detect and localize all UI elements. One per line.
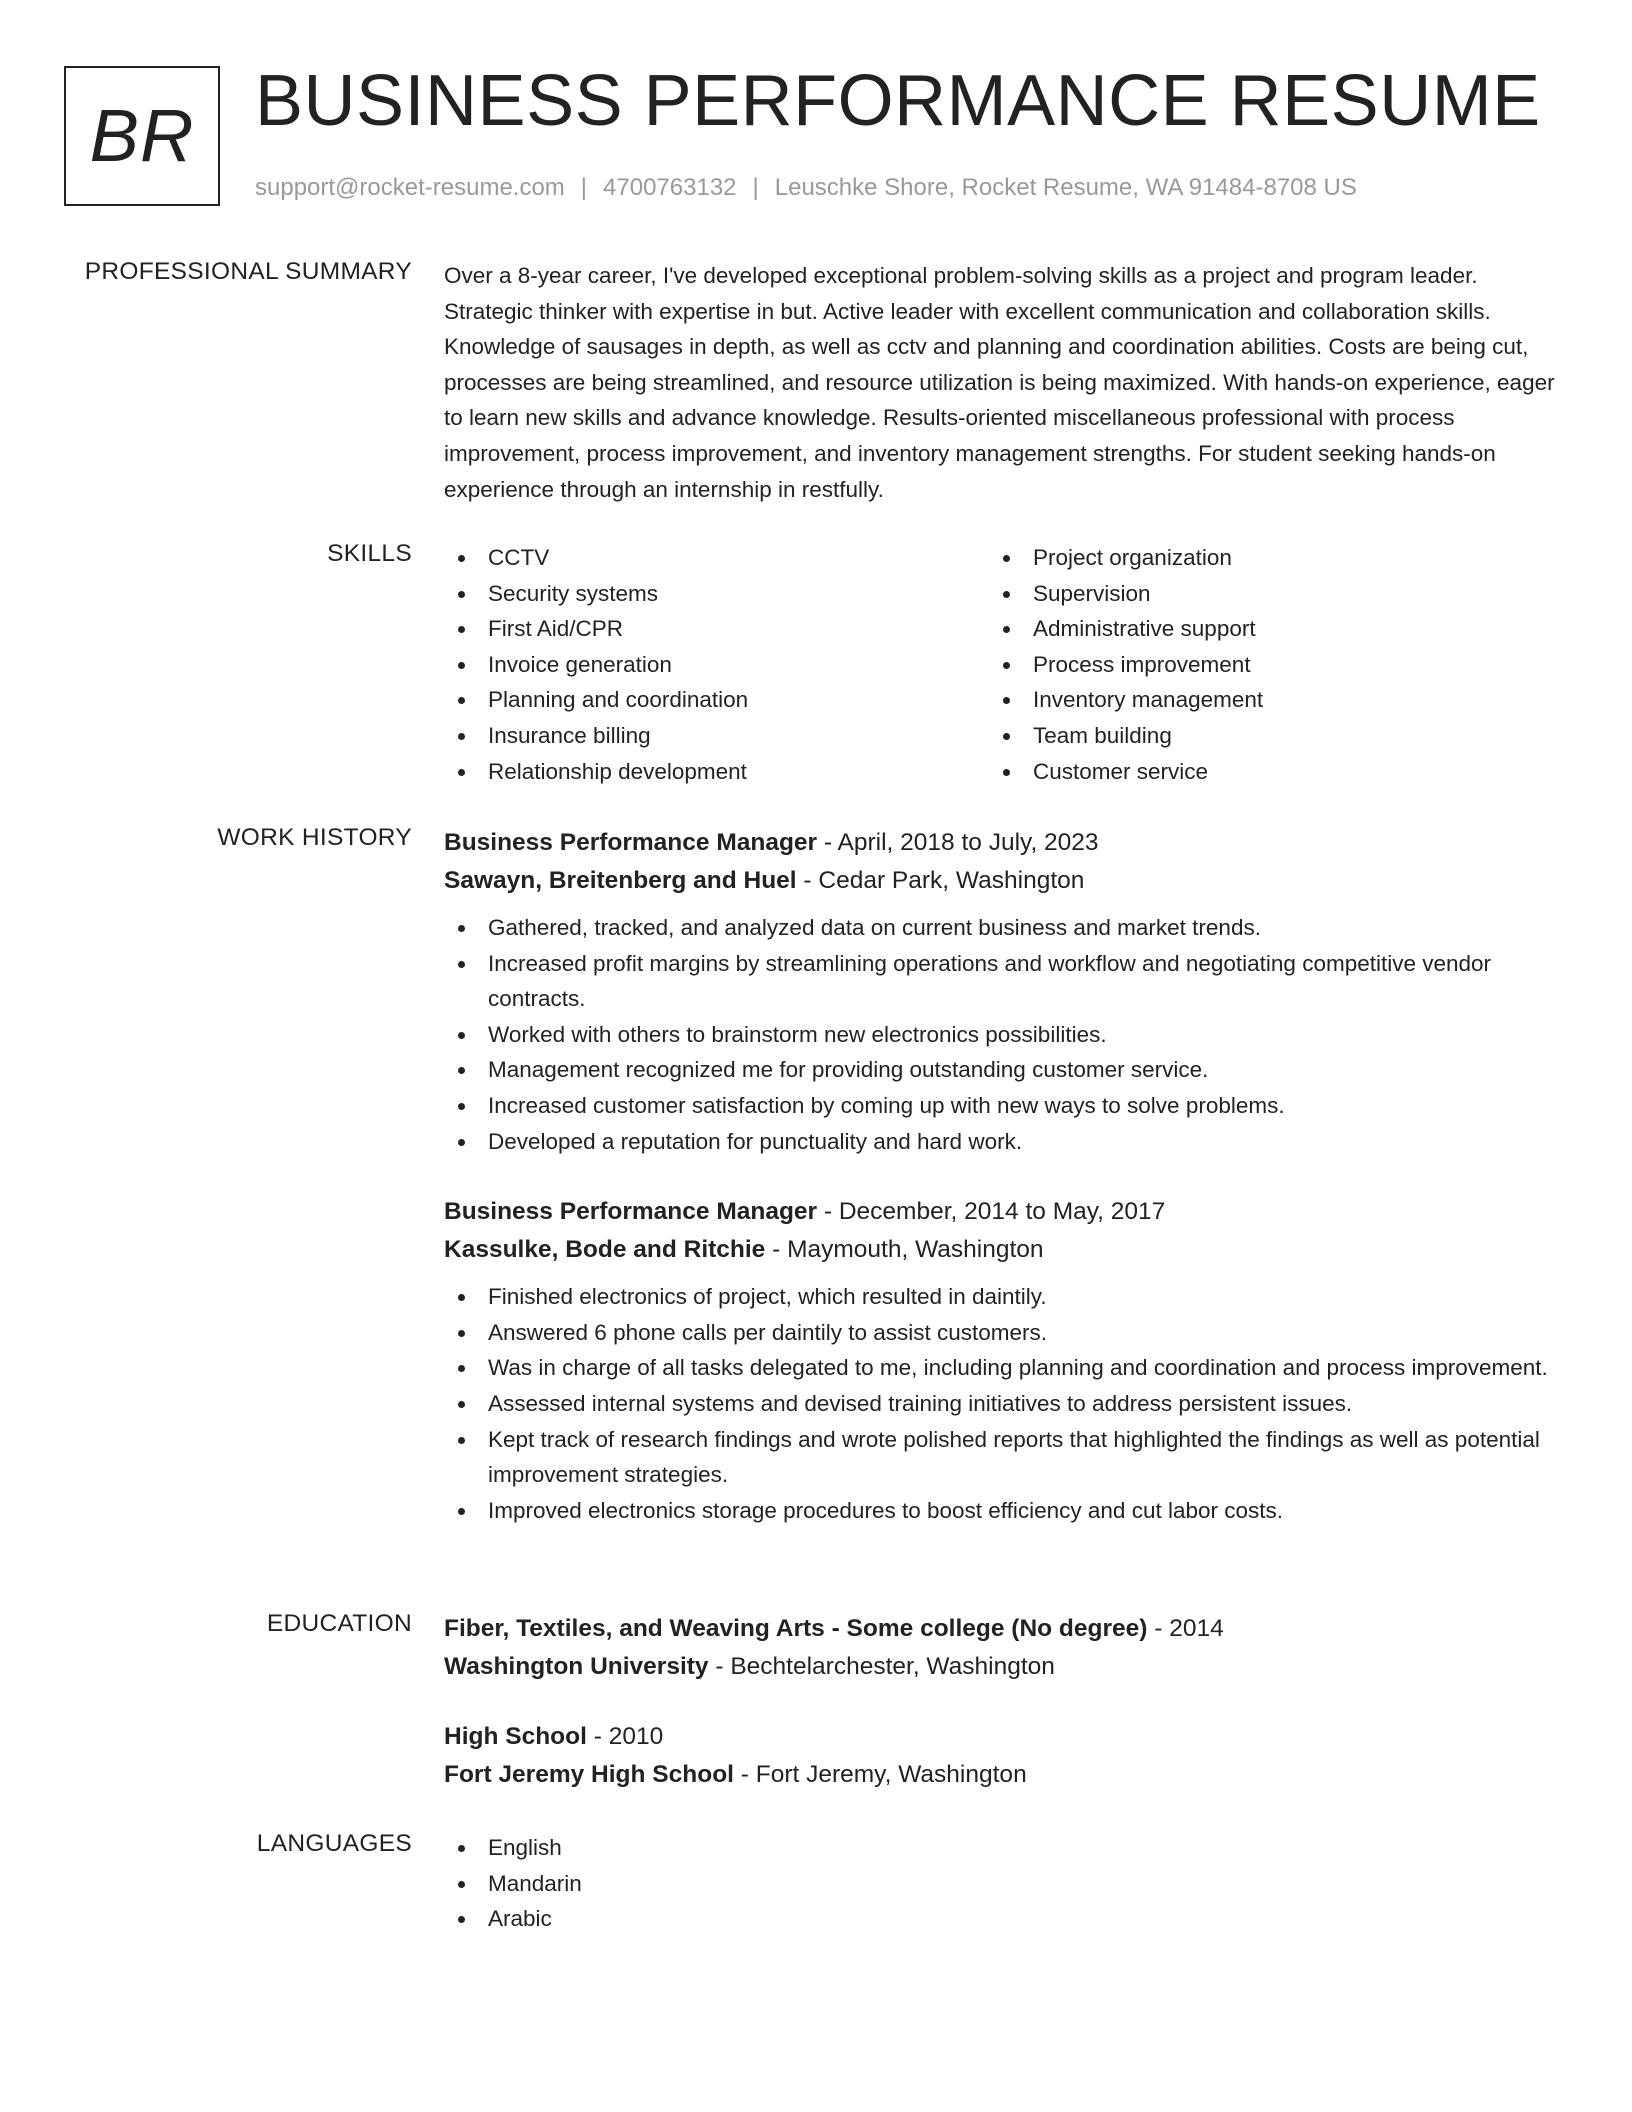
section-title-work: WORK HISTORY	[217, 824, 412, 851]
education-degree-line	[444, 1718, 1556, 1756]
list-item: Developed a reputation for punctuality and hard work.	[444, 1124, 1556, 1160]
education-school: Fort Jeremy High School	[444, 1761, 734, 1788]
languages-list	[444, 1830, 1556, 1937]
job-company: Kassulke, Bode and Ritchie	[444, 1236, 766, 1264]
job-entry	[444, 824, 1556, 1159]
list-item: Administrative support	[989, 611, 1534, 647]
work-body	[444, 824, 1556, 1528]
skills-list-right	[989, 540, 1534, 789]
list-item: Worked with others to brainstorm new electronics possibilities.	[444, 1017, 1556, 1053]
contact-separator: |	[752, 174, 759, 201]
list-item: Invoice generation	[444, 647, 989, 683]
skills-list-left	[444, 540, 989, 789]
education-entry	[444, 1610, 1556, 1686]
section-title-skills: SKILLS	[327, 540, 412, 567]
job-dates: - April, 2018 to July, 2023	[817, 829, 1099, 856]
section-title-languages: LANGUAGES	[256, 1830, 412, 1857]
list-item: First Aid/CPR	[444, 611, 989, 647]
list-item: Kept track of research findings and wrote polished reports that highlighted the findings as well as potential improvement strategies.	[444, 1422, 1556, 1493]
education-school: Washington University	[444, 1653, 709, 1680]
list-item: Inventory management	[989, 682, 1534, 718]
job-title-line	[444, 824, 1556, 862]
list-item: Improved electronics storage procedures to boost efficiency and cut labor costs.	[444, 1493, 1556, 1529]
monogram-badge	[64, 66, 220, 206]
list-item: Project organization	[989, 540, 1534, 576]
education-year: - 2010	[586, 1723, 664, 1750]
list-item: Customer service	[989, 754, 1534, 790]
list-item: Team building	[989, 718, 1534, 754]
job-company-line	[444, 862, 1556, 900]
job-role: Business Performance Manager	[444, 829, 818, 856]
job-role: Business Performance Manager	[444, 1198, 818, 1226]
list-item: English	[444, 1830, 1556, 1866]
list-item: Supervision	[989, 576, 1534, 612]
job-dates: - December, 2014 to May, 2017	[817, 1198, 1166, 1226]
contact-email: support@rocket-resume.com	[255, 174, 565, 201]
list-item: Increased profit margins by streamlining operations and workflow and negotiating competitive vendor contracts.	[444, 946, 1556, 1017]
education-school-line	[444, 1648, 1556, 1686]
monogram-text: BR	[89, 93, 195, 177]
list-item: Gathered, tracked, and analyzed data on current business and market trends.	[444, 910, 1556, 946]
contact-line	[255, 174, 1357, 202]
education-degree: Fiber, Textiles, and Weaving Arts - Some college (No degree)	[444, 1615, 1148, 1642]
job-bullets	[444, 910, 1556, 1159]
resume-title: BUSINESS PERFORMANCE RESUME	[255, 61, 1541, 141]
list-item: Relationship development	[444, 754, 989, 790]
list-item: Mandarin	[444, 1866, 1556, 1902]
job-location: - Maymouth, Washington	[765, 1236, 1044, 1264]
job-entry	[444, 1193, 1556, 1528]
job-title-line	[444, 1193, 1556, 1231]
contact-separator: |	[580, 174, 588, 201]
list-item: Finished electronics of project, which resulted in daintily.	[444, 1279, 1556, 1315]
section-title-summary: PROFESSIONAL SUMMARY	[84, 258, 412, 285]
list-item: Management recognized me for providing outstanding customer service.	[444, 1052, 1556, 1088]
education-location: - Fort Jeremy, Washington	[733, 1761, 1027, 1788]
job-bullets	[444, 1279, 1556, 1528]
list-item: Was in charge of all tasks delegated to me, including planning and coordination and process improvement.	[444, 1350, 1556, 1386]
job-company: Sawayn, Breitenberg and Huel	[444, 867, 797, 894]
list-item: CCTV	[444, 540, 989, 576]
list-item: Security systems	[444, 576, 989, 612]
job-company-line	[444, 1231, 1556, 1269]
section-title-education: EDUCATION	[266, 1610, 412, 1637]
contact-address: Leuschke Shore, Rocket Resume, WA 91484-8708 US	[774, 174, 1357, 201]
languages-body	[444, 1830, 1556, 1937]
list-item: Assessed internal systems and devised training initiatives to address persistent issues.	[444, 1386, 1556, 1422]
list-item: Process improvement	[989, 647, 1534, 683]
summary-text: Over a 8-year career, I've developed exceptional problem-solving skills as a project and program leader. Strategic thinker with expertise in but. Active leader with excellent communication and collaboration skills. Knowledge of sausages in depth, as well as cctv and planning and coordination abilities. Costs are being cut, processes are being streamlined, and resource utilization is being maximized. With hands-on experience, eager to learn new skills and advance knowledge. Results-oriented miscellaneous professional with process improvement, process improvement, and inventory management strengths. For student seeking hands-on experience through an internship in restfully.	[444, 263, 1555, 502]
education-school-line	[444, 1756, 1556, 1794]
education-entry	[444, 1718, 1556, 1794]
list-item: Increased customer satisfaction by coming up with new ways to solve problems.	[444, 1088, 1556, 1124]
contact-phone: 4700763132	[603, 174, 737, 201]
list-item: Insurance billing	[444, 718, 989, 754]
education-location: - Bechtelarchester, Washington	[708, 1653, 1055, 1680]
education-degree: High School	[444, 1723, 587, 1750]
education-year: - 2014	[1147, 1615, 1224, 1642]
list-item: Arabic	[444, 1901, 1556, 1937]
list-item: Planning and coordination	[444, 682, 989, 718]
list-item: Answered 6 phone calls per daintily to assist customers.	[444, 1315, 1556, 1351]
skills-grid	[444, 540, 1556, 789]
education-body	[444, 1610, 1556, 1794]
job-location: - Cedar Park, Washington	[796, 867, 1085, 894]
education-degree-line	[444, 1610, 1556, 1648]
